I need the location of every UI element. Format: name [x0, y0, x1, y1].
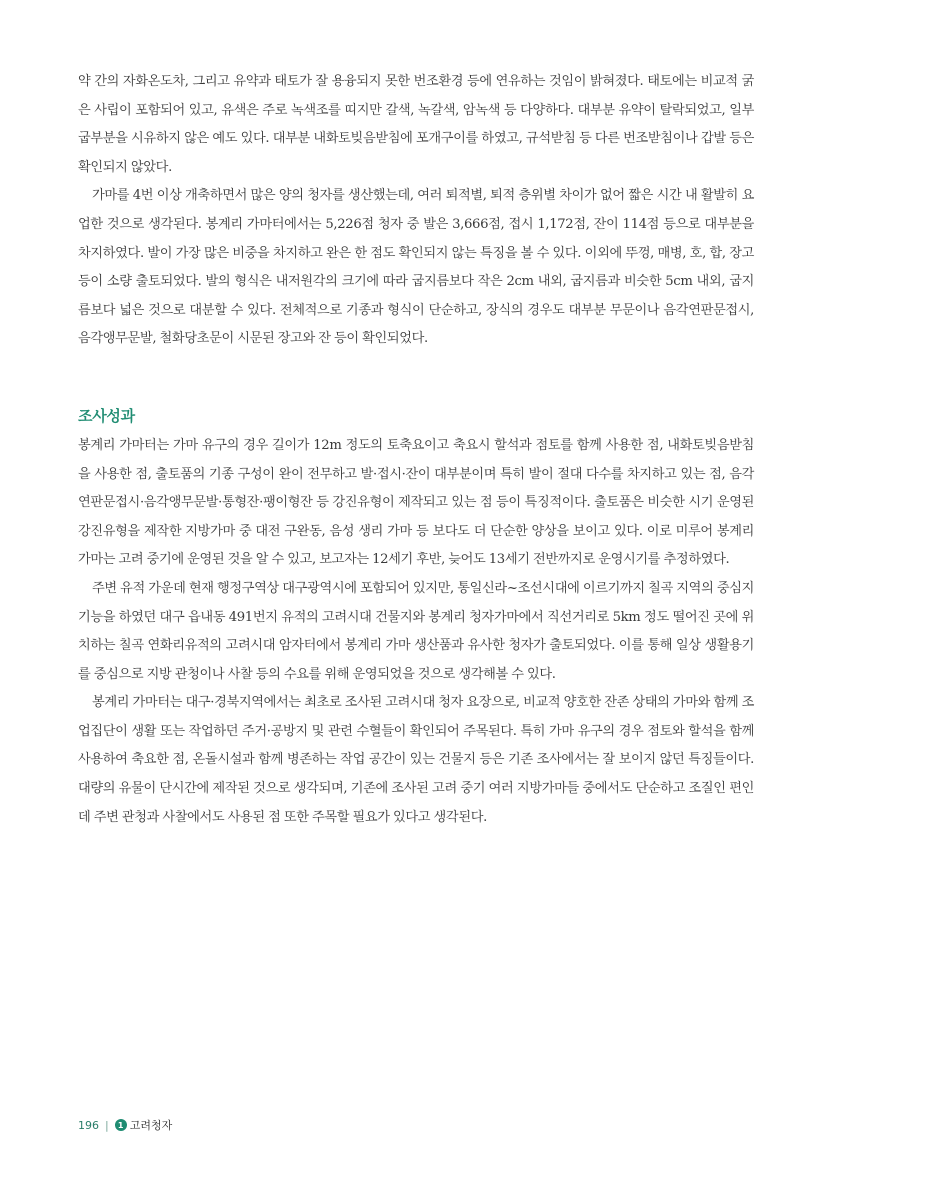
- body-paragraph-1: 약 간의 자화온도차, 그리고 유약과 태토가 잘 용융되지 못한 번조환경 등에 연유하는 것임이 밝혀졌다. 태토에는 비교적 굵은 사립이 포함되어 있고, 유색은 주로 녹색조를 띠지만 갈색, 녹갈색, 암녹색 등 다양하다. 대부분 유약이 탈락되었고, 일부 굽부분을 시유하지 않은 예도 있다. 대부분 내화토빚음받침에 포개구이를 하였고, 규석받침 등 다른 번조받침이나 갑발 등은 확인되지 않았다.: [78, 74, 754, 175]
- chapter-title: 고려청자: [129, 1119, 173, 1132]
- section-paragraph-1: 봉계리 가마터는 가마 유구의 경우 길이가 12m 정도의 토축요이고 축요시 할석과 점토를 함께 사용한 점, 내화토빚음받침을 사용한 점, 출토품의 기종 구성이 완이 전무하고 발·접시·잔이 대부분이며 특히 발이 절대 다수를 차지하고 있는 점, 음각연판문접시·음각앵무문발·통형잔·팽이형잔 등 강진유형이 제작되고 있는 점 등이 특징적이다. 출토품은 비슷한 시기 운영된 강진유형을 제작한 지방가마 중 대전 구완동, 음성 생리 가마 등 보다도 더 단순한 양상을 보이고 있다. 이로 미루어 봉계리 가마는 고려 중기에 운영된 것을 알 수 있고, 보고자는 12세기 후반, 늦어도 13세기 전반까지로 운영시기를 추정하였다.: [78, 437, 754, 568]
- footer-separator: |: [105, 1118, 109, 1132]
- section-title: 조사성과: [78, 406, 135, 425]
- chapter-number-badge: 1: [115, 1119, 127, 1131]
- section-paragraph-3: 봉계리 가마터는 대구·경북지역에서는 최초로 조사된 고려시대 청자 요장으로, 비교적 양호한 잔존 상태의 가마와 함께 조업집단이 생활 또는 작업하던 주거·공방지 및 관련 수혈들이 확인되어 주목된다. 특히 가마 유구의 경우 점토와 할석을 함께 사용하여 축요한 점, 온돌시설과 함께 병존하는 작업 공간이 있는 건물지 등은 기존 조사에서는 잘 보이지 않던 특징들이다. 대량의 유물이 단시간에 제작된 것으로 생각되며, 기존에 조사된 고려 중기 여러 지방가마들 중에서도 단순하고 조질인 편인데 주변 관청과 사찰에서도 사용된 점 또한 주목할 필요가 있다고 생각된다.: [78, 695, 754, 825]
- body-paragraph-2: 가마를 4번 이상 개축하면서 많은 양의 청자를 생산했는데, 여러 퇴적별, 퇴적 층위별 차이가 없어 짧은 시간 내 활발히 요업한 것으로 생각된다. 봉계리 가마터에서는 5,226점 청자 중 발은 3,666점, 접시 1,172점, 잔이 114점 등으로 대부분을 차지하였다. 발이 가장 많은 비중을 차지하고 완은 한 점도 확인되지 않는 특징을 볼 수 있다. 이외에 뚜껑, 매병, 호, 합, 장고 등이 소량 출토되었다. 발의 형식은 내저원각의 크기에 따라 굽지름보다 작은 2cm 내외, 굽지름과 비슷한 5cm 내외, 굽지름보다 넓은 것으로 대분할 수 있다. 전체적으로 기종과 형식이 단순하고, 장식의 경우도 대부분 무문이나 음각연판문접시, 음각앵무문발, 철화당초문이 시문된 장고와 잔 등이 확인되었다.: [78, 188, 754, 347]
- section-paragraph-2: 주변 유적 가운데 현재 행정구역상 대구광역시에 포함되어 있지만, 통일신라~조선시대에 이르기까지 칠곡 지역의 중심지 기능을 하였던 대구 읍내동 491번지 유적의 고려시대 건물지와 봉계리 청자가마에서 직선거리로 5km 정도 떨어진 곳에 위치하는 칠곡 연화리유적의 고려시대 암자터에서 봉계리 가마 생산품과 유사한 청자가 출토되었다. 이를 통해 일상 생활용기를 중심으로 지방 관청이나 사찰 등의 수요를 위해 운영되었을 것으로 생각해볼 수 있다.: [78, 580, 754, 682]
- page-number: 196: [78, 1118, 99, 1132]
- page-body: [78, 68, 754, 832]
- page-footer: [78, 1117, 172, 1133]
